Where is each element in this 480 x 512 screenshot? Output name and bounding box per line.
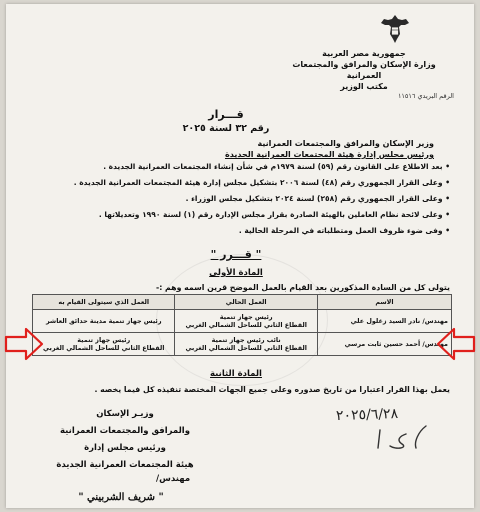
preamble-item: • بعد الاطلاع على القانون رقم (٥٩) لسنة ١٩٧٩م في شأن إنشاء المجتمعات العمرانية الجديدة . — [103, 162, 450, 171]
cell-current-role: رئيس جهاز تنمية القطاع الثاني للساحل الشمالي الغربي — [175, 310, 317, 333]
column-header-new: العمل الذي سيتولى القيام به — [33, 295, 175, 310]
decree-number: رقم ٣٢ لسنة ٢٠٢٥ — [182, 123, 270, 134]
cell-new-role: رئيس جهاز تنمية مدينة حدائق العاشر — [33, 310, 175, 333]
cell-name: مهندس/ أحمد حسين ثابت مرسي — [317, 333, 451, 356]
cell-name: مهندس/ نادر السيد زغلول علي — [317, 310, 451, 333]
cell-current-role: نائب رئيس جهاز تنمية القطاع الثاني للساحل الشمالي الغربي — [175, 333, 317, 356]
preamble-list — [30, 162, 450, 242]
cell-new-role: رئيس جهاز تنمية القطاع الثاني للساحل الشمالي الغربي — [33, 333, 175, 356]
signature-line-2: والمرافق والمجتمعات العمرانية — [60, 426, 190, 436]
issuer-block — [174, 138, 434, 160]
ministry-header — [274, 48, 454, 92]
preamble-item: • وعلى القرار الجمهوري رقم (٤٨) لسنة ٢٠٠٦ بتشكيل مجلس إدارة هيئة المجتمعات العمرانية الجديدة . — [73, 178, 450, 187]
article-2-text: يعمل بهذا القرار اعتبارا من تاريخ صدوره وعلى جميع الجهات المختصة تنفيذه كل فيما يخصه . — [94, 385, 450, 394]
header-country: جمهورية مصر العربية — [322, 49, 406, 58]
table-header-row — [33, 295, 452, 310]
eagle-emblem-icon — [378, 12, 412, 46]
handwritten-date: ٢٠٢٥/٦/٢٨ — [335, 405, 399, 425]
table-row — [33, 310, 452, 333]
decree-heading — [146, 108, 306, 136]
column-header-name: الاسم — [317, 295, 451, 310]
preamble-item: • وعلى القرار الجمهوري رقم (٢٥٨) لسنة ٢٠٢٤ بتشكيل مجلس الوزراء . — [185, 194, 450, 203]
signature-line-3: ورئيس مجلس إدارة — [84, 443, 166, 453]
signature-block — [40, 406, 210, 474]
preamble-item: • وفى ضوء ظروف العمل ومتطلباته في المرحلة الحالية . — [238, 226, 450, 235]
issuer-line-1: وزير الإسكان والمرافق والمجتمعات العمرانية — [257, 139, 434, 148]
issuer-line-2: ورئيس مجلس إدارة هيئة المجتمعات العمرانية الجديدة — [224, 150, 434, 159]
decree-title: قـــرار — [208, 108, 244, 121]
assignments-table — [32, 294, 452, 356]
article-1-title: المادة الأولى — [209, 268, 263, 278]
document-page — [6, 4, 474, 508]
preamble-item: • وعلى لائحة نظام العاملين بالهيئة الصادرة بقرار مجلس الإدارة رقم (١) لسنة ١٩٩٠ وتعديلاتها . — [98, 210, 450, 219]
header-ministry: وزارة الإسكان والمرافق والمجتمعات العمرانية — [292, 60, 436, 80]
column-header-current: العمل الحالي — [175, 295, 317, 310]
article-2-title: المادة الثانية — [210, 369, 262, 379]
header-office: مكتب الوزير — [340, 82, 388, 91]
signer-title: مهندس/ — [156, 474, 191, 484]
signature-line-4: هيئة المجتمعات العمرانية الجديدة — [56, 460, 194, 470]
postal-code: الرقم البريدي ١١٥١٦ — [397, 92, 454, 100]
table-row — [33, 333, 452, 356]
arrow-left-icon — [436, 326, 476, 362]
signature-line-1: وزيـر الإسكان — [96, 409, 154, 419]
resolved-heading: " قـــرر " — [210, 248, 262, 261]
signer-name: " شريف الشربيني " — [78, 492, 164, 503]
arrow-right-icon — [4, 326, 44, 362]
handwritten-initials — [356, 422, 436, 452]
article-1-text: يتولى كل من السادة المذكورين بعد القيام بالعمل الموضح قرين اسمه وهم :- — [155, 283, 450, 292]
